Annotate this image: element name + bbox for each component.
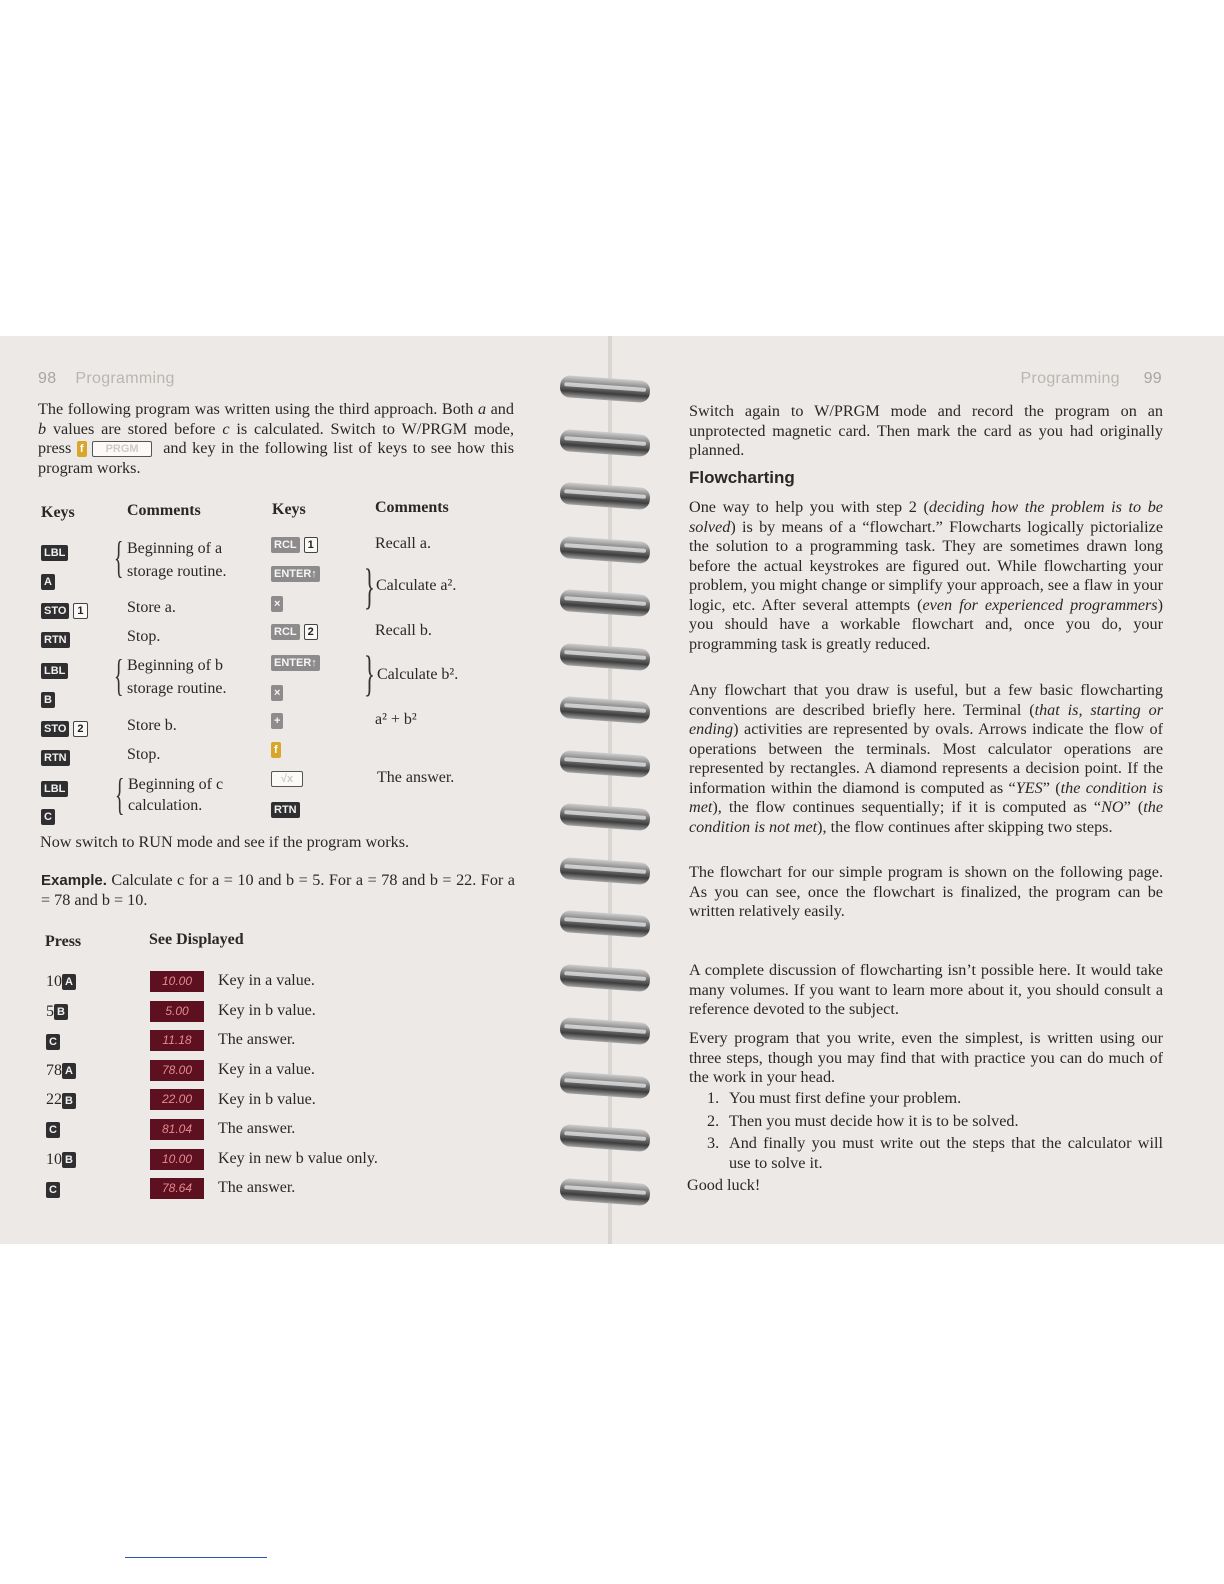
spiral-coil bbox=[559, 1124, 650, 1152]
spiral-coil bbox=[559, 589, 650, 617]
paragraph-complete-discussion: A complete discussion of flowcharting isn’t possible here. It would take many volumes. If you want to learn more about it, you should consult a reference devoted to the subject. bbox=[689, 961, 1163, 1018]
a-key: A bbox=[62, 1063, 76, 1079]
brace-a: { bbox=[114, 533, 124, 582]
displayed-entry bbox=[150, 1178, 295, 1199]
spiral-coil bbox=[559, 696, 650, 724]
1-key: 1 bbox=[304, 537, 318, 553]
c-key: C bbox=[41, 809, 55, 825]
example-text: Calculate c for a = 10 and b = 5. For a = 78 and b = 22. For a = 78 and b = 10. bbox=[41, 871, 515, 909]
program-row bbox=[41, 602, 88, 620]
program-comment: Recall a. bbox=[375, 535, 431, 552]
spiral-coil bbox=[559, 1070, 650, 1098]
keys-header-right: Keys bbox=[272, 501, 306, 518]
brace-b-squared: } bbox=[364, 645, 375, 701]
program-comment: Recall b. bbox=[375, 622, 432, 639]
right-page bbox=[660, 336, 1224, 1244]
program-row bbox=[41, 631, 70, 649]
display-readout: 81.04 bbox=[150, 1119, 204, 1140]
step-item: 2. Then you must decide how it is to be solved. bbox=[707, 1111, 1019, 1130]
display-readout: 78.64 bbox=[150, 1178, 204, 1199]
display-readout: 11.18 bbox=[150, 1030, 204, 1051]
spiral-coil bbox=[559, 963, 650, 991]
book-spread bbox=[0, 336, 1224, 1244]
a-key: A bbox=[62, 974, 76, 990]
1-key: 1 bbox=[73, 603, 87, 619]
press-number: 78 bbox=[46, 1061, 62, 1079]
b-key: B bbox=[54, 1004, 68, 1020]
lbl-key: LBL bbox=[41, 781, 68, 797]
press-number: 10 bbox=[46, 973, 62, 990]
b-key: B bbox=[62, 1152, 76, 1168]
display-note: Key in a value. bbox=[218, 1060, 315, 1078]
program-comment: Stop. bbox=[127, 746, 161, 763]
c-key: C bbox=[46, 1182, 60, 1198]
displayed-entry bbox=[150, 971, 315, 992]
spiral-coil bbox=[559, 482, 650, 510]
spiral-coil bbox=[559, 749, 650, 777]
program-comment: Store b. bbox=[127, 717, 177, 734]
program-row bbox=[271, 595, 283, 613]
c-key: C bbox=[46, 1122, 60, 1138]
program-row bbox=[271, 770, 303, 788]
press-entry bbox=[46, 1091, 76, 1109]
press-number: 22 bbox=[46, 1091, 62, 1109]
program-row bbox=[271, 712, 283, 730]
program-row bbox=[41, 808, 55, 826]
spiral-coil bbox=[559, 642, 650, 670]
left-page bbox=[0, 336, 560, 1244]
comments-header-right: Comments bbox=[375, 499, 449, 516]
step-item: 1. You must first define your problem. bbox=[707, 1089, 962, 1107]
program-row bbox=[41, 691, 55, 709]
display-note: Key in new b value only. bbox=[218, 1149, 378, 1167]
page-number: 98 bbox=[38, 370, 57, 387]
b-key: B bbox=[41, 692, 55, 708]
brace-a-squared: } bbox=[364, 558, 375, 614]
paragraph-flowchart-intro: One way to help you with step 2 (deciding how the problem is to be solved) is by means of a “flowchart.” Flowcharts logically pictorialize the solution to a programming task. They are sometimes drawn long before the actual keystrokes are figured out. While flowcharting your problem, you might change or simplify your approach, see a flaw in your logic, etc. After several attempts (even for experienced programmers) you should have a workable flowchart and, once you do, your programming task is greatly reduced. bbox=[689, 498, 1163, 653]
press-entry bbox=[46, 1121, 60, 1139]
see-displayed-header: See Displayed bbox=[149, 931, 244, 948]
2-key: 2 bbox=[304, 624, 318, 640]
2-key: 2 bbox=[73, 721, 87, 737]
program-row bbox=[271, 654, 320, 672]
display-readout: 22.00 bbox=[150, 1089, 204, 1110]
step-item: 3. And finally you must write out the steps that the calculator will use to solve it. bbox=[707, 1134, 1163, 1172]
running-head-left bbox=[38, 370, 175, 388]
display-readout: 5.00 bbox=[150, 1001, 204, 1022]
spiral-coil bbox=[559, 375, 650, 403]
group-b-line2: storage routine. bbox=[127, 680, 227, 697]
program-row bbox=[271, 623, 318, 641]
program-row bbox=[271, 741, 281, 759]
group-c-line1: Beginning of c bbox=[128, 776, 224, 793]
group-b-squared: Calculate b². bbox=[377, 666, 459, 683]
b-key: B bbox=[62, 1093, 76, 1109]
program-comment: Stop. bbox=[127, 628, 161, 645]
intro-paragraph: The following program was written using the third approach. Both a and b values are stored before c is calculated. Switch to W/PRGM mode, press f PRGM and key in the following list of keys to see how this program works. bbox=[38, 400, 515, 477]
spiral-coil bbox=[559, 910, 650, 938]
press-number: 5 bbox=[46, 1002, 54, 1020]
displayed-entry bbox=[150, 1119, 295, 1140]
enter-key: ENTER↑ bbox=[271, 655, 320, 671]
spiral-coil bbox=[559, 428, 650, 456]
plus-key: + bbox=[271, 713, 283, 729]
spiral-coil bbox=[559, 803, 650, 831]
paragraph-three-steps: Every program that you write, even the simplest, is written using our three steps, though you may find that with practice you can do much of the work in your head. bbox=[689, 1029, 1163, 1086]
display-note: The answer. bbox=[218, 1031, 296, 1049]
page-number: 99 bbox=[1143, 370, 1162, 387]
running-head-title: Programming bbox=[75, 370, 175, 387]
program-row bbox=[41, 573, 55, 591]
displayed-entry bbox=[150, 1149, 378, 1170]
program-row bbox=[271, 536, 318, 554]
running-head-title: Programming bbox=[1020, 370, 1120, 387]
group-a-line2: storage routine. bbox=[127, 563, 227, 580]
display-note: The answer. bbox=[218, 1179, 296, 1197]
spiral-coil bbox=[559, 1017, 650, 1045]
paragraph-conventions: Any flowchart that you draw is useful, but a few basic flowcharting conventions are described briefly here. Terminal (that is, starting or ending) activities are represented by ovals. Arrows indicate the flow of operations between the terminals. Most calculator operations are represented by rectangles. A diamond represents a decision point. If the information within the diamond is computed as “YES” (the condition is met), the flow continues sequentially; if it is computed as “NO” (the condition is not met), the flow continues after skipping two steps. bbox=[689, 681, 1164, 836]
program-row bbox=[271, 565, 320, 583]
display-readout: 78.00 bbox=[150, 1060, 204, 1081]
enter-key: ENTER↑ bbox=[271, 566, 320, 582]
brace-c: { bbox=[115, 770, 125, 819]
c-key: C bbox=[46, 1034, 60, 1050]
spiral-coil bbox=[559, 535, 650, 563]
program-comment: a² + b² bbox=[375, 711, 417, 728]
program-row bbox=[41, 720, 88, 738]
sto-key: STO bbox=[41, 721, 69, 737]
spiral-coil bbox=[559, 1177, 650, 1205]
program-row bbox=[41, 662, 68, 680]
brace-b: { bbox=[114, 651, 124, 700]
prgm-key: PRGM bbox=[92, 441, 152, 457]
displayed-entry bbox=[150, 1001, 316, 1022]
multiply-key: × bbox=[271, 596, 283, 612]
closing-line: Good luck! bbox=[687, 1176, 761, 1194]
spiral-coil bbox=[559, 856, 650, 884]
rtn-key: RTN bbox=[41, 632, 70, 648]
press-entry bbox=[46, 1003, 68, 1021]
displayed-entry bbox=[150, 1030, 295, 1051]
program-row bbox=[271, 801, 300, 819]
display-note: Key in a value. bbox=[218, 972, 315, 990]
rcl-key: RCL bbox=[271, 624, 300, 640]
display-note: Key in b value. bbox=[218, 1090, 316, 1108]
spiral-binding bbox=[556, 336, 660, 1244]
displayed-entry bbox=[150, 1060, 315, 1081]
group-a-line1: Beginning of a bbox=[127, 540, 223, 557]
program-row bbox=[41, 749, 70, 767]
example-paragraph bbox=[41, 871, 515, 910]
multiply-key: × bbox=[271, 685, 283, 701]
rcl-key: RCL bbox=[271, 537, 300, 553]
f-key: f bbox=[77, 441, 87, 457]
f-key: f bbox=[271, 742, 281, 758]
sqrt-key: √x bbox=[271, 771, 303, 787]
press-entry bbox=[46, 1180, 60, 1198]
sto-key: STO bbox=[41, 603, 69, 619]
press-number: 10 bbox=[46, 1150, 62, 1168]
program-row bbox=[41, 544, 68, 562]
press-entry bbox=[46, 1151, 76, 1169]
paragraph-simple-program: The flowchart for our simple program is shown on the following page. As you can see, once the flowchart is finalized, the program can be written relatively easily. bbox=[689, 863, 1163, 920]
footnote-rule bbox=[125, 1557, 267, 1558]
a-key: A bbox=[41, 574, 55, 590]
running-head-right bbox=[1021, 370, 1162, 388]
group-c-line2: calculation. bbox=[128, 797, 203, 814]
program-comment: Store a. bbox=[127, 599, 176, 616]
rtn-key: RTN bbox=[271, 802, 300, 818]
press-entry bbox=[46, 1032, 60, 1050]
paragraph-record: Switch again to W/PRGM mode and record the program on an unprotected magnetic card. Then mark the card as you had originally planned. bbox=[689, 402, 1163, 459]
example-label: Example. bbox=[41, 872, 107, 889]
steps-list bbox=[689, 1089, 1163, 1176]
display-readout: 10.00 bbox=[150, 971, 204, 992]
flowcharting-heading: Flowcharting bbox=[689, 468, 795, 487]
group-a-squared: Calculate a². bbox=[376, 577, 457, 594]
lbl-key: LBL bbox=[41, 545, 68, 561]
display-note: Key in b value. bbox=[218, 1001, 316, 1019]
program-row bbox=[271, 684, 283, 702]
comments-header-left: Comments bbox=[127, 502, 201, 519]
press-entry bbox=[46, 1062, 76, 1080]
rtn-key: RTN bbox=[41, 750, 70, 766]
group-b-line1: Beginning of b bbox=[127, 657, 223, 674]
lbl-key: LBL bbox=[41, 663, 68, 679]
displayed-entry bbox=[150, 1089, 316, 1110]
display-note: The answer. bbox=[218, 1120, 296, 1138]
run-note: Now switch to RUN mode and see if the program works. bbox=[40, 833, 410, 851]
press-entry bbox=[46, 973, 76, 991]
program-comment: The answer. bbox=[377, 769, 455, 786]
display-readout: 10.00 bbox=[150, 1149, 204, 1170]
keys-header-left: Keys bbox=[41, 504, 75, 521]
program-row bbox=[41, 780, 68, 798]
press-header: Press bbox=[45, 933, 82, 950]
